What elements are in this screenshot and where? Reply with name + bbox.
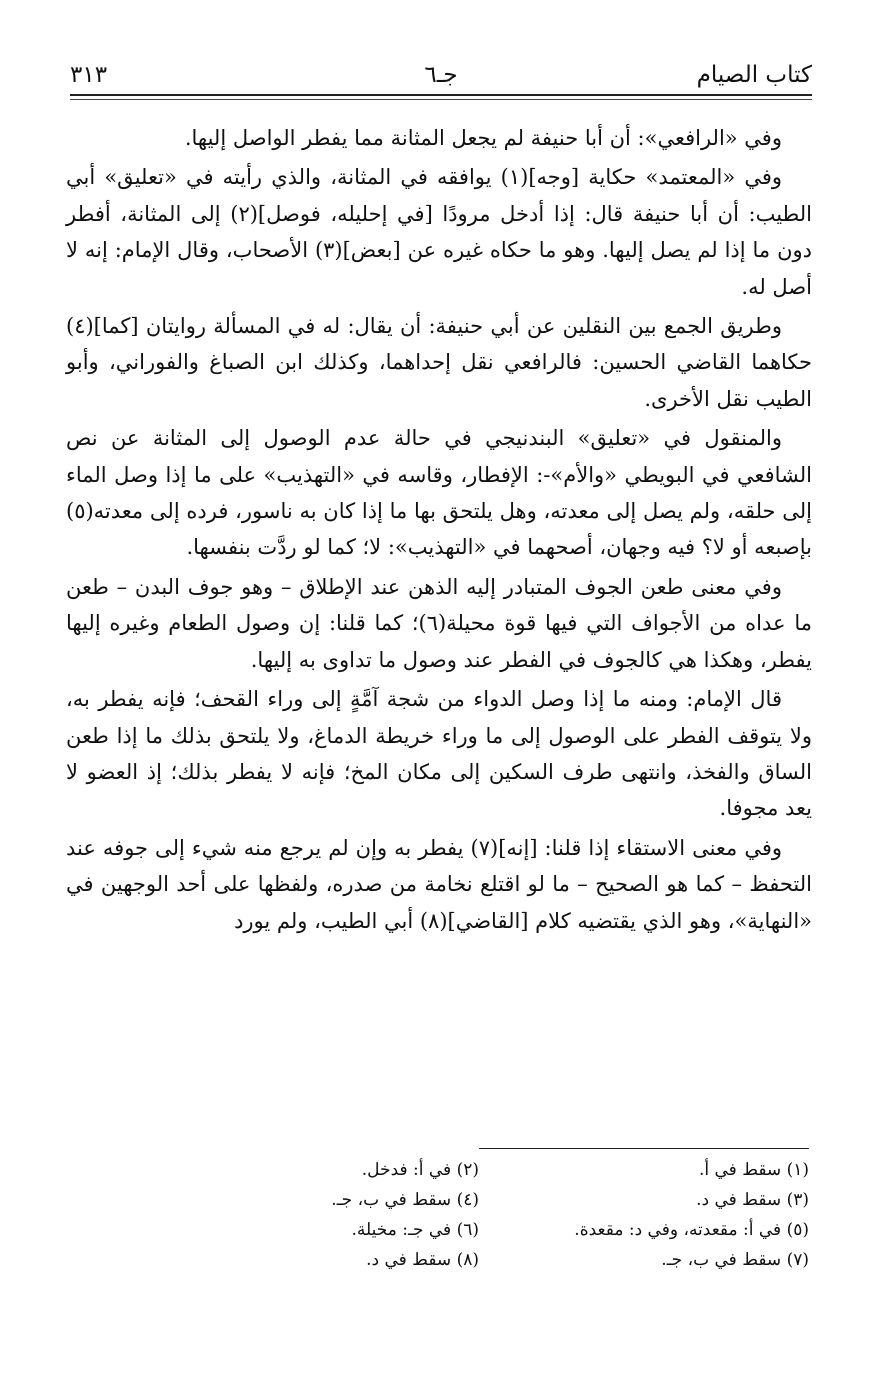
footnote-separator [479,1148,809,1149]
paragraph: وفي «الرافعي»: أن أبا حنيفة لم يجعل المثانة مما يفطر الواصل إليها. [184,126,782,150]
header-page-number: ٣١٣ [70,62,108,88]
header-volume: جـ٦ [424,62,458,88]
footnote: (٥) في أ: مقعدته، وفي د: مقعدة. [574,1220,809,1240]
paragraph: وفي معنى طعن الجوف المتبادر إليه الذهن عند الإطلاق – وهو جوف البدن – طعن ما عداه من الأجواف التي فيها قوة محيلة(٦)؛ كما قلنا: إن وصول الطعام وغيره إليها يفطر، وهكذا هي كالجوف في الفطر عند وصول ما تداوى به إليها. [66,574,812,672]
paragraph: وطريق الجمع بين النقلين عن أبي حنيفة: أن يقال: له في المسألة روايتان [كما](٤) حكاهما القاضي الحسين: فالرافعي نقل إحداهما، وكذلك ابن الصباغ والفوراني، وأبو الطيب نقل الأخرى. [66,314,812,411]
header-rule-thick [70,94,812,96]
footnotes [169,1155,809,1275]
main-text [66,120,812,942]
footnote: (٢) في أ: فدخل. [361,1160,479,1180]
footnote: (٦) في جـ: مخيلة. [351,1220,479,1240]
footnote: (٨) سقط في د. [366,1250,479,1270]
running-header [70,58,812,92]
paragraph: والمنقول في «تعليق» البندنيجي في حالة عدم الوصول إلى المثانة عن نص الشافعي في البويطي «والأم»-: الإفطار، وقاسه في «التهذيب» على ما إذا وصل الماء إلى حلقه، ولم يصل إلى معدته، وهل يلتحق بها ما إذا كان به ناسور، فرده إلى معدته(٥) بإصبعه أو لا؟ فيه وجهان، أصحهما في «التهذيب»: لا؛ كما لو ردَّت بنفسها. [66,426,812,560]
footnote: (٧) سقط في ب، جـ. [661,1250,809,1270]
paragraph: قال الإمام: ومنه ما إذا وصل الدواء من شجة آمَّةٍ إلى وراء القحف؛ فإنه يفطر به، ولا يتوقف الفطر على الوصول إلى ما وراء خريطة الدماغ، ولا يلتحق بذلك ما إذا طعن الساق والفخذ، وانتهى طرف السكين إلى مكان المخ؛ فإنه لا يفطر بذلك؛ إذ العضو لا يعد مجوفا. [66,687,812,821]
header-rule-thin [70,99,812,100]
paragraph: وفي معنى الاستقاء إذا قلنا: [إنه](٧) يفطر به وإن لم يرجع منه شيء إلى جوفه عند التحفظ – كما هو الصحيح – ما لو اقتلع نخامة من صدره، ولفظها على أحد الوجهين في «النهاية»، وهو الذي يقتضيه كلام [القاضي](٨) أبي الطيب، ولم يورد [66,835,812,933]
footnote: (٤) سقط في ب، جـ. [331,1190,479,1210]
footnote: (٣) سقط في د. [696,1190,809,1210]
paragraph: وفي «المعتمد» حكاية [وجه](١) يوافقه في المثانة، والذي رأيته في «تعليق» أبي الطيب: أن أبا حنيفة قال: إذا أدخل مرودًا [في إحليله، فوصل](٢) إلى المثانة، أفطر دون ما إذا لم يصل إليها. وهو ما حكاه غيره عن [بعض](٣) الأصحاب، وقال الإمام: إنه لا أصل له. [66,165,812,299]
footnote: (١) سقط في أ. [698,1160,809,1180]
header-book-title: كتاب الصيام [696,62,812,88]
